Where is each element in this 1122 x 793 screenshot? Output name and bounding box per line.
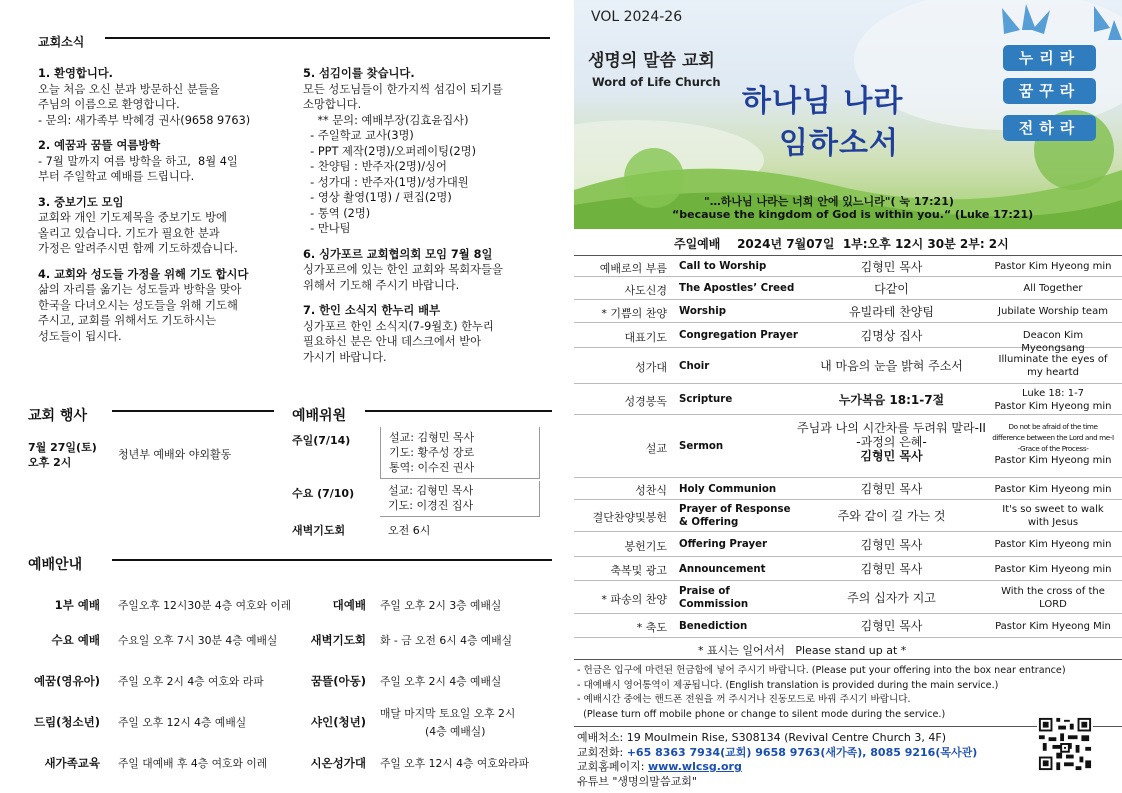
order-item-leader: 김형민 목사 (860, 537, 923, 552)
order-item-english-line: Do not be afraid of the time difference between the Lord and me-I (992, 422, 1114, 442)
order-item-kr: 축복및 광고 (610, 564, 667, 577)
order-item-english: With the cross of the LORD (1001, 585, 1105, 610)
news-item-line: 성도들이 됩시다. (38, 329, 122, 343)
order-item-english: Pastor Kim Hyeong min (994, 563, 1112, 575)
order-item-leader: 김형민 목사 (860, 562, 923, 576)
contact-phone-label: 교회전화: (577, 745, 627, 759)
news-item-line: 주님의 이름으로 환영합니다. (38, 98, 180, 111)
church-name-kr: 생명의 말씀 교회 (588, 51, 715, 71)
news-item (303, 303, 553, 365)
committee-sunday-line: 통역: 이수진 권사 (389, 461, 475, 474)
order-item-english-line: Pastor Kim Hyeong min (994, 455, 1112, 466)
committee-sunday-label: 주일(7/14) (292, 434, 351, 447)
news-item-line: - 만나팀 (303, 222, 351, 235)
event-desc: 청년부 예배와 야외활동 (118, 448, 232, 461)
committee-sunday-line: 기도: 황주성 장로 (389, 446, 475, 459)
order-item-kr: 성찬식 (635, 484, 667, 497)
guide-label: 1부 예배 (54, 598, 100, 612)
order-item-en: Call to Worship (679, 261, 767, 272)
committee-rule (365, 410, 552, 412)
news-item-line: - 통역 (2명) (303, 206, 371, 220)
order-item-leader: 김형민 목사 (860, 619, 923, 633)
committee-title: 예배위원 (292, 408, 347, 424)
guide-value: 주일 대예배 후 4층 여호와 이레 (118, 757, 268, 770)
committee-dawn-time: 오전 6시 (388, 524, 431, 537)
guide-label: 샤인(청년) (311, 715, 366, 729)
order-item-english (992, 421, 1114, 467)
order-header-text: 주일예배 2024년 7월07일 1부:오후 12시 30분 2부: 2시 (674, 237, 1009, 251)
contact-phone-row (577, 746, 977, 761)
order-item-leader-line: 김형민 목사 (860, 449, 923, 463)
order-item-en: Scripture (679, 394, 733, 405)
news-item-title: 2. 예꿈과 꿈뜰 여름방학 (38, 139, 161, 152)
order-item-kr: 봉헌기도 (624, 539, 667, 553)
order-item-leader-line: -과정의 은혜- (856, 435, 927, 449)
committee-sunday-box (380, 427, 540, 479)
order-item-kr: 성경봉독 (624, 394, 667, 408)
note-line: (Please turn off mobile phone or change to silent mode during the service.) (577, 708, 946, 720)
news-item (38, 66, 288, 128)
news-item-title: 7. 한인 소식지 한누리 배부 (303, 304, 441, 317)
news-item-line: 가정은 알려주시면 함께 기도하겠습니다. (38, 242, 238, 255)
guide-value: 주일 오후 12시 4층 여호와라파 (380, 757, 530, 770)
order-row (574, 614, 1122, 638)
order-item-kr: * 축도 (636, 621, 667, 634)
order-item-leader: 주의 십자가 지고 (847, 590, 936, 605)
standup-note: * 표시는 일어서서 Please stand up at * (698, 644, 907, 657)
contact-youtube: 유튜브 "생명의말씀교회" (577, 774, 697, 788)
order-item-en: Announcement (679, 563, 766, 575)
order-item-english: All Together (1023, 283, 1083, 294)
order-header (574, 229, 1122, 256)
theme-title-line2: 임하소서 (779, 126, 899, 161)
guide-label: 꿈뜰(아동) (311, 674, 366, 688)
news-item-line: 싱가포르에 있는 한인 교회와 목회자들을 (303, 263, 503, 276)
order-item-kr: 대표기도 (624, 330, 667, 344)
order-item-leader: 다같이 (874, 281, 909, 296)
news-column-1 (38, 66, 288, 354)
order-row (574, 532, 1122, 557)
news-item-line: 교회와 개인 기도제목을 중보기도 방에 (38, 211, 227, 224)
order-item-en: Holy Communion (679, 483, 777, 495)
news-title-rule (105, 37, 550, 39)
order-item-leader (774, 421, 1009, 463)
news-item-line: 가시기 바랍니다. (303, 350, 387, 364)
news-item-line: 모든 성도님들이 한가지씩 섬김이 되기를 (303, 82, 503, 96)
order-item-kr: 사도신경 (624, 283, 667, 297)
guide-value: 주일오후 12시30분 4층 여호와 이레 (118, 599, 292, 612)
order-item-english: Pastor Kim Hyeong min (994, 261, 1112, 272)
theme-badge: 누리라 (1003, 45, 1096, 71)
order-row (574, 557, 1122, 581)
order-item-english: Pastor Kim Hyeong min (994, 539, 1112, 550)
order-item-english: It's so sweet to walk with Jesus (1002, 504, 1104, 528)
note-line: - 예배시간 중에는 핸드폰 전원을 꺼 주시거나 진동모드로 바꿔 주시기 바랍니다. (577, 694, 911, 706)
order-row (574, 277, 1122, 300)
news-item-line: 부터 주일학교 예배를 드립니다. (38, 170, 195, 183)
guide-value: 수요일 오후 7시 30분 4층 예배실 (118, 634, 278, 647)
committee-wed-line: 설교: 김형민 목사 (388, 484, 474, 497)
order-item-leader: 주와 같이 길 가는 것 (837, 509, 946, 523)
news-item-title: 3. 중보기도 모임 (38, 195, 124, 209)
committee-dawn-label: 새벽기도회 (292, 524, 346, 537)
verse-english: “because the kingdom of God is within you.“ (Luke 17:21) (672, 208, 1034, 221)
committee-sunday-line: 설교: 김형민 목사 (389, 431, 475, 444)
news-item-line: - PPT 제작(2명)/오퍼레이팅(2명) (303, 144, 476, 158)
order-item-leader: 김명상 집사 (860, 328, 923, 343)
news-item-line: - 찬양팀 : 반주자(2명)/싱어 (303, 160, 447, 173)
guide-value: 화 - 금 오전 6시 4층 예배실 (380, 634, 513, 647)
news-item-line: 오늘 처음 오신 분과 방문하신 분들을 (38, 82, 220, 96)
guide-title: 예배안내 (28, 557, 83, 573)
news-item-line: 삶의 자리를 옮기는 성도들과 방학을 맞아 (38, 283, 242, 296)
order-item-leader: 내 마음의 눈을 밝혀 주소서 (820, 359, 963, 373)
news-item (38, 267, 288, 345)
news-item (303, 66, 553, 237)
news-item-line: - 성가대 : 반주자(1명)/성가대원 (303, 175, 469, 189)
order-item-en: Congregation Prayer (679, 330, 798, 341)
contact-web-row (577, 760, 977, 775)
guide-label: 드림(청소년) (33, 715, 100, 729)
volume-number: VOL 2024-26 (591, 9, 683, 25)
news-item-line: - 영상 촬영(1명) / 편집(2명) (303, 191, 452, 204)
news-item-title: 5. 섬김이를 찾습니다. (303, 67, 415, 80)
order-row (574, 384, 1122, 415)
event-date-line2: 오후 2시 (28, 456, 72, 469)
news-item-line: 올리고 있습니다. 기도가 필요한 분과 (38, 226, 220, 240)
order-item-english: Pastor Kim Hyeong Min (995, 620, 1111, 632)
guide-label: 수요 예배 (51, 633, 100, 647)
guide-value: 주일 오후 2시 4층 여호와 라파 (118, 675, 264, 688)
contact-website-link[interactable]: www.wlcsg.org (647, 760, 742, 774)
news-item-line: - 주일학교 교사(3명) (303, 129, 414, 142)
church-name-en: Word of Life Church (592, 75, 721, 89)
news-item-line: 한국을 다녀오시는 성도들을 위해 기도해 (38, 298, 238, 312)
news-item (303, 247, 553, 294)
order-row (574, 323, 1122, 354)
qr-code-icon[interactable] (1037, 716, 1093, 772)
order-item-en: The Apostles’ Creed (679, 283, 795, 294)
order-item-english: Luke 18: 1-7 Pastor Kim Hyeong min (994, 387, 1112, 412)
order-item-kr: 설교 (645, 441, 667, 455)
news-item-line: 주시고, 교회를 위해서도 기도하시는 (38, 314, 217, 327)
order-item-kr: 성가대 (635, 361, 667, 374)
news-item-line: 소망합니다. (303, 98, 362, 111)
event-date (28, 440, 97, 470)
note-line: - 헌금은 입구에 마련된 헌금함에 넣어 주시기 바랍니다. (Please put your offering into the box near entrance) (577, 665, 1066, 676)
guide-label: 새벽기도회 (310, 633, 366, 647)
contact-web-label: 교회홈페이지: (577, 760, 648, 774)
events-rule (112, 410, 274, 412)
order-row (574, 500, 1122, 532)
order-item-leader: 김형민 목사 (860, 259, 923, 274)
contact-info (577, 731, 977, 789)
guide-label: 새가족교육 (44, 756, 100, 770)
event-date-line1: 7월 27일(토) (28, 441, 97, 454)
verse-korean: "…하나님 나라는 너희 안에 있느니라"( 눅 17:21) (704, 195, 954, 208)
order-row (574, 415, 1122, 478)
news-section-title: 교회소식 (38, 35, 85, 49)
news-item-line: 싱가포르 한인 소식지(7-9월호) 한누리 (303, 319, 494, 333)
order-item-english: Deacon Kim Myeongsang (1021, 330, 1085, 354)
order-item-kr: * 기쁨의 찬양 (601, 306, 667, 320)
note-line: - 대예배시 영어통역이 제공됩니다. (English translation is provided during the main service.) (577, 679, 999, 691)
order-item-en: Prayer of Response & Offering (679, 504, 791, 528)
committee-wed-line: 기도: 이경진 집사 (388, 499, 474, 512)
order-item-en: Sermon (679, 441, 724, 452)
news-column-2 (303, 66, 553, 375)
committee-wed-box (380, 481, 540, 517)
order-item-english: Jubilate Worship team (998, 306, 1108, 317)
contact-address: 예배처소: 19 Moulmein Rise, S308134 (Revival Centre Church 3, 4F) (577, 731, 947, 744)
order-item-kr: 결단찬양및봉헌 (592, 511, 667, 524)
hero-banner (574, 0, 1122, 229)
order-row (574, 256, 1122, 277)
theme-badge: 전하라 (1003, 115, 1096, 141)
news-item (38, 138, 288, 185)
guide-label: 예꿈(영유아) (33, 674, 100, 688)
events-title: 교회 행사 (28, 408, 87, 424)
news-item (38, 195, 288, 257)
order-item-en: Choir (679, 360, 710, 372)
news-item-line: - 7월 말까지 여름 방학을 하고, 8월 4일 (38, 154, 238, 168)
order-item-leader-line: 주님과 나의 시간차를 두려워 말라-II (797, 421, 986, 435)
guide-value: 주일 오후 2시 3층 예배실 (380, 599, 502, 612)
order-row (574, 478, 1122, 500)
order-item-english: Illuminate the eyes of my heartd (998, 354, 1108, 378)
news-item-line: 필요하신 분은 안내 데스크에서 받아 (303, 335, 482, 348)
order-item-leader: 누가복음 18:1-7절 (838, 392, 945, 407)
order-row (574, 300, 1122, 323)
order-item-kr: * 파송의 찬양 (601, 592, 667, 606)
guide-label: 시온성가대 (310, 756, 366, 770)
guide-rule (112, 559, 552, 561)
committee-wed-label: 수요 (7/10) (292, 487, 355, 500)
news-item-title: 6. 싱가포르 교회협의회 모임 7월 8일 (303, 247, 493, 261)
news-item-title: 4. 교회와 성도들 가정을 위해 기도 합시다 (38, 267, 249, 281)
standup-rule (574, 659, 1122, 660)
order-item-kr: 예배로의 부름 (599, 261, 667, 275)
order-item-leader: 유빌라테 찬양팀 (849, 304, 934, 319)
news-item-line: 위해서 기도해 주시기 바랍니다. (303, 278, 460, 292)
service-notes (577, 664, 1066, 722)
order-item-leader: 김형민 목사 (860, 482, 923, 496)
order-item-english-line: -Grace of the Process- (1017, 444, 1089, 453)
order-item-en: Worship (679, 306, 726, 317)
news-item-line: ** 문의: 예배부장(김효윤집사) (303, 113, 469, 127)
guide-label: 대예배 (332, 598, 366, 612)
theme-badge: 꿈꾸라 (1003, 78, 1096, 104)
news-item-line: - 문의: 새가족부 박혜경 권사(9658 9763) (38, 113, 251, 127)
guide-value-sub: (4층 예배실) (425, 725, 486, 738)
order-row (574, 348, 1122, 384)
guide-value: 주일 오후 12시 4층 예배실 (118, 716, 247, 729)
order-row (574, 581, 1122, 614)
contact-phone[interactable]: +65 8363 7934(교회) 9658 9763(새가족), 8085 9216(목사관) (626, 745, 978, 759)
guide-value: 주일 오후 2시 4층 예배실 (380, 675, 502, 688)
order-item-en: Benediction (679, 620, 748, 632)
order-item-english: Pastor Kim Hyeong min (994, 483, 1112, 495)
guide-value: 매달 마지막 토요일 오후 2시 (380, 707, 516, 720)
order-item-en: Praise of Commission (679, 585, 749, 610)
order-item-en: Offering Prayer (679, 539, 768, 550)
news-item-title: 1. 환영합니다. (38, 67, 113, 80)
theme-title-line1: 하나님 나라 (742, 84, 904, 119)
